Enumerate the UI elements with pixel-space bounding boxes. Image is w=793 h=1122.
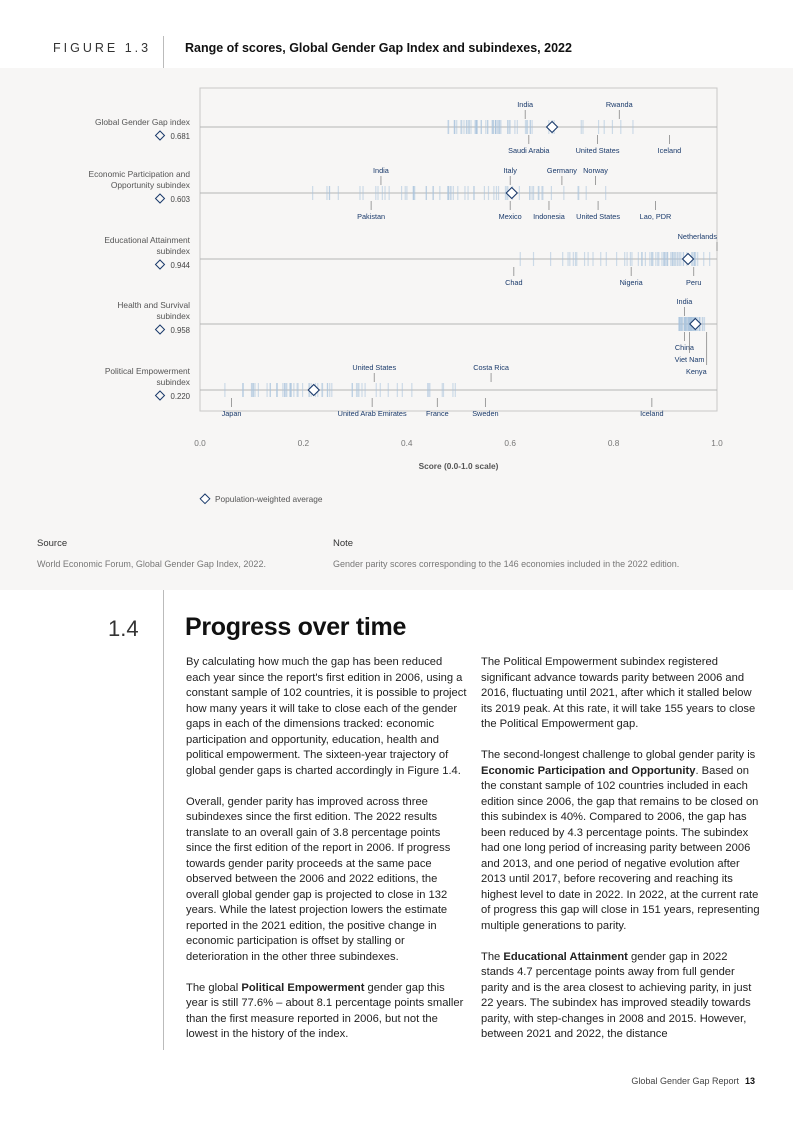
figure-header [0, 0, 793, 68]
footer-report-name: Global Gender Gap Report [631, 1076, 739, 1086]
x-tick-label: 0.2 [297, 438, 310, 448]
annotation-label: United States [352, 363, 397, 372]
section-number: 1.4 [108, 616, 139, 641]
x-tick-label: 0.4 [401, 438, 413, 448]
figure-title: Range of scores, Global Gender Gap Index and subindexes, 2022 [185, 41, 572, 55]
range-chart [0, 68, 793, 590]
legend-diamond-icon [200, 494, 210, 504]
body-column-right [481, 655, 763, 1058]
plot-frame [200, 88, 717, 411]
annotation-label: Iceland [640, 409, 664, 418]
row-average-value: 0.220 [170, 392, 190, 401]
row-label: Political Empowerment [104, 366, 190, 376]
annotation-label: Norway [583, 166, 608, 175]
annotation-label: India [676, 297, 693, 306]
x-tick-label: 0.0 [194, 438, 206, 448]
annotation-label: Netherlands [677, 232, 717, 241]
annotation-label: Japan [221, 409, 242, 418]
annotation-label: United Arab Emirates [337, 409, 407, 418]
annotation-label: Nigeria [619, 278, 643, 287]
average-diamond-icon [156, 325, 165, 334]
annotation-label: United States [575, 146, 620, 155]
row-label: Economic Participation and [88, 169, 190, 179]
annotation-label: Lao, PDR [639, 212, 672, 221]
paragraph: Overall, gender parity has improved across three subindexes since the first edition. The 2022 results translate to an overall gain of 3.8 percentage points since the first edition of the report in 2006. If progress towards gender parity proceeds at the same pace observed between the 2006 and 2022 editions, the overall global gender gap is projected to close in 132 years. While the latest projection lowers the estimate reported in the 2021 edition, the positive change in economic participation is offset by stalling or deterioration in the other three subindexes. [186, 795, 451, 963]
annotation-label: Iceland [657, 146, 682, 155]
average-diamond-icon [156, 131, 165, 140]
annotation-label: Indonesia [533, 212, 565, 221]
paragraph: The Educational Attainment gender gap in 2022 stands 4.7 percentage points away from full gender parity and is the area closest to achieving parity, in just 22 years. The subindex has improved steadily towards parity, with step-changes in 2008 and 2015. However, between 2021 and 2022, the distance [481, 950, 752, 1040]
page-footer [631, 1076, 755, 1086]
x-tick-label: 0.8 [607, 438, 620, 448]
annotation-label: United States [576, 212, 620, 221]
row-label: subindex [156, 311, 190, 321]
legend-label: Population-weighted average [215, 494, 323, 504]
source-block [37, 538, 266, 569]
page-number: 13 [744, 1076, 755, 1086]
row-average-value: 0.958 [170, 326, 190, 335]
annotation-label: Costa Rica [473, 363, 509, 372]
source-heading: Source [37, 538, 68, 549]
average-diamond-icon [156, 391, 165, 400]
annotation-label: Germany [546, 166, 577, 175]
row-average-value: 0.944 [170, 261, 190, 270]
row-label: Global Gender Gap index [95, 117, 190, 127]
annotation-label: Rwanda [605, 100, 633, 109]
annotation-label: Peru [686, 278, 702, 287]
annotation-label: France [425, 409, 449, 418]
figure-label: FIGURE 1.3 [53, 41, 152, 55]
row-label: subindex [156, 377, 190, 387]
annotation-label: Saudi Arabia [508, 146, 550, 155]
annotation-label: India [517, 100, 534, 109]
annotation-label: Sweden [472, 409, 499, 418]
annotation-label: China [674, 343, 694, 352]
annotation-label: Chad [505, 278, 523, 287]
source-text: World Economic Forum, Global Gender Gap Index, 2022. [37, 559, 266, 569]
section-divider [163, 590, 164, 1050]
annotation-label: India [373, 166, 389, 175]
row-label: subindex [156, 246, 190, 256]
row-label: Opportunity subindex [110, 180, 190, 190]
annotation-label: Italy [503, 166, 517, 175]
figure-divider [163, 36, 164, 70]
body-column-left [186, 655, 468, 1058]
average-diamond-icon [156, 194, 165, 203]
paragraph: By calculating how much the gap has been reduced each year since the report's first edition in 2006, using a constant sample of 102 countries, it is possible to project how many years it will take to close each of the gender gaps in each of the dimensions tracked: economic participation and opportunity, education, health and political empowerment. The sixteen-year trajectory of global gender gaps is charted accordingly in Figure 1.4. [186, 656, 467, 777]
note-heading: Note [333, 538, 354, 549]
x-axis-title: Score (0.0-1.0 scale) [418, 461, 499, 471]
average-diamond-icon [156, 260, 165, 269]
paragraph: The second-longest challenge to global gender parity is Economic Participation and Opportunity. Based on the constant sample of 102 countries included in each edition since 2006, the gap that remains to be closed on this subindex is 40%. Compared to 2006, the gap has been reduced by 4.3 percentage points. The subindex had one long period of increasing parity between 2006 and 2013, and one period of negative evolution after 2013 until 2017, before recovering and reaching its highest level to date in 2022. In 2022, at the current rate of progress this gap will close in 151 years, representing multiple generations to parity. [481, 749, 760, 932]
x-tick-label: 1.0 [711, 438, 723, 448]
paragraph: The Political Empowerment subindex registered significant advance towards parity between 2006 and 2016, fluctuating until 2021, after which it stalled below its 2019 peak. At this rate, it will take 155 years to close the Political Empowerment gap. [481, 656, 756, 730]
row-label: Health and Survival [117, 300, 190, 310]
x-tick-label: 0.6 [504, 438, 516, 448]
note-block [333, 538, 679, 569]
annotation-label: Pakistan [357, 212, 386, 221]
row-average-value: 0.681 [170, 132, 190, 141]
annotation-label: Mexico [498, 212, 522, 221]
figure-panel [0, 68, 793, 590]
note-text: Gender parity scores corresponding to the 146 economies included in the 2022 edition. [333, 559, 680, 569]
section-title: Progress over time [185, 613, 407, 641]
row-label: Educational Attainment [104, 235, 190, 245]
annotation-label: Kenya [685, 367, 707, 376]
annotation-label: Viet Nam [674, 355, 705, 364]
paragraph: The global Political Empowerment gender gap this year is still 77.6% – about 8.1 percentage points smaller than the first measure reported in 2006, but not the lowest in the history of the index. [186, 981, 464, 1040]
row-average-value: 0.603 [170, 195, 190, 204]
